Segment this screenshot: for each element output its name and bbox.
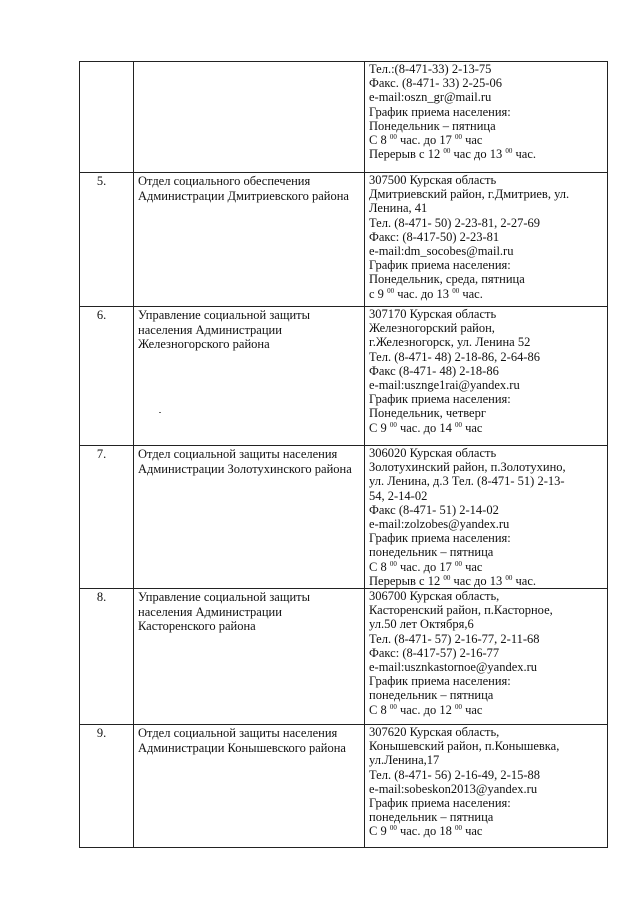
organization-cell — [134, 725, 365, 848]
time-minutes-superscript: 00 — [454, 824, 462, 833]
time-minutes-superscript: 00 — [389, 824, 397, 833]
table-row — [80, 307, 608, 446]
contact-text: Тел. (8-471- 48) 2-18-86, 2-64-86 — [369, 349, 540, 364]
contact-line — [365, 173, 607, 187]
contact-text: 54, 2-14-02 — [369, 488, 428, 503]
contact-line — [365, 321, 607, 335]
contact-text: График приема населения: — [369, 674, 511, 689]
contact-line — [365, 133, 607, 147]
time-minutes-superscript: 00 — [443, 147, 451, 156]
contact-text: час. до 13 — [394, 286, 453, 301]
contact-text: час — [461, 420, 483, 435]
contact-text: Золотухинский район, п.Золотухино, — [369, 460, 566, 475]
contact-line — [365, 90, 607, 104]
contact-line — [365, 244, 607, 258]
contact-info-cell — [365, 307, 608, 446]
contact-text: Перерыв с 12 — [369, 573, 444, 588]
contact-text: час. — [459, 286, 483, 301]
table-row — [80, 725, 608, 848]
contact-line — [365, 335, 607, 349]
time-minutes-superscript: 00 — [505, 147, 513, 156]
time-minutes-superscript: 00 — [454, 702, 462, 711]
contact-text: час. до 17 — [396, 559, 455, 574]
contact-line — [365, 119, 607, 133]
contact-text: понедельник – пятница — [369, 688, 494, 703]
contact-text: e-mail:dm_socobes@mail.ru — [369, 244, 514, 259]
row-number-cell — [80, 589, 134, 725]
organization-cell — [134, 307, 365, 446]
contact-info-cell — [365, 173, 608, 307]
table-row — [80, 589, 608, 725]
contact-line — [365, 824, 607, 838]
contact-line — [365, 105, 607, 119]
contact-text: e-mail:usznge1rai@yandex.ru — [369, 378, 520, 393]
contact-text: С 9 — [369, 824, 390, 839]
time-minutes-superscript: 00 — [387, 286, 395, 295]
contact-line — [365, 517, 607, 531]
contact-text: час — [461, 133, 483, 148]
time-minutes-superscript: 00 — [443, 573, 451, 582]
contact-line — [365, 660, 607, 674]
contact-text: Понедельник – пятница — [369, 118, 496, 133]
contact-text: Тел.:(8-471-33) 2-13-75 — [369, 62, 492, 76]
contact-text: График приема населения: — [369, 258, 511, 273]
contact-line — [365, 739, 607, 753]
contact-line — [365, 603, 607, 617]
contact-text: 307620 Курская область, — [369, 725, 500, 740]
contact-line — [365, 810, 607, 824]
contact-line — [365, 768, 607, 782]
contact-line — [365, 646, 607, 660]
row-number: 9. — [96, 726, 107, 741]
organization-cell — [134, 62, 365, 173]
contact-text: e-mail:sobeskon2013@yandex.ru — [369, 781, 538, 796]
contact-info-cell — [365, 725, 608, 848]
organization-name: Управление социальной защиты населения Администрации Железногорского района — [138, 308, 311, 351]
contact-text: График приема населения: — [369, 104, 511, 119]
contact-text: понедельник – пятница — [369, 810, 494, 825]
row-number-cell — [80, 446, 134, 589]
contact-text: e-mail:zolzobes@yandex.ru — [369, 517, 510, 532]
contact-text: Ленина, 41 — [369, 201, 428, 216]
contact-line — [365, 364, 607, 378]
contact-line — [365, 545, 607, 559]
contact-line — [365, 392, 607, 406]
contact-line — [365, 688, 607, 702]
contact-line — [365, 503, 607, 517]
contact-text: понедельник – пятница — [369, 545, 494, 560]
contact-text: Конышевский район, п.Конышевка, — [369, 739, 560, 754]
time-minutes-superscript: 00 — [389, 133, 397, 142]
table-body — [80, 62, 608, 848]
time-minutes-superscript: 00 — [505, 573, 513, 582]
contact-line — [365, 489, 607, 503]
contact-line — [365, 147, 607, 161]
contact-text: 306700 Курская область, — [369, 589, 500, 604]
contact-line — [365, 216, 607, 230]
time-minutes-superscript: 00 — [454, 420, 462, 429]
contact-text: ул.50 лет Октября,6 — [369, 617, 474, 632]
contact-text: Факс (8-471- 48) 2-18-86 — [369, 363, 499, 378]
contact-line — [365, 230, 607, 244]
contact-text: час до 13 — [450, 147, 506, 162]
contact-text: Железногорский район, — [369, 321, 495, 336]
contact-info-cell — [365, 446, 608, 589]
contact-text: 307170 Курская область — [369, 307, 497, 321]
contact-line — [365, 201, 607, 215]
contact-line — [365, 796, 607, 810]
contact-line — [365, 632, 607, 646]
contact-text: График приема населения: — [369, 392, 511, 407]
organization-cell — [134, 446, 365, 589]
contact-text: График приема населения: — [369, 531, 511, 546]
organization-name — [134, 62, 364, 63]
contact-text: час — [461, 702, 483, 717]
contact-line — [365, 307, 607, 321]
contact-text: С 8 — [369, 133, 390, 148]
contact-line — [365, 560, 607, 574]
contact-text: Факс (8-471- 51) 2-14-02 — [369, 502, 499, 517]
contact-line — [365, 782, 607, 796]
table-row — [80, 446, 608, 589]
time-minutes-superscript: 00 — [389, 702, 397, 711]
contact-line — [365, 272, 607, 286]
contact-line — [365, 474, 607, 488]
row-number — [80, 62, 133, 63]
contact-line — [365, 446, 607, 460]
contact-line — [365, 574, 607, 588]
contact-line — [365, 725, 607, 739]
contact-info-cell — [365, 62, 608, 173]
table-row — [80, 62, 608, 173]
contact-text: час. до 17 — [396, 133, 455, 148]
row-number: 8. — [96, 590, 107, 605]
contact-text: с 9 — [369, 286, 388, 301]
contact-text: 307500 Курская область — [369, 173, 497, 187]
contact-line — [365, 76, 607, 90]
contact-text: Перерыв с 12 — [369, 147, 444, 162]
contact-line — [365, 258, 607, 272]
contact-line — [365, 187, 607, 201]
contact-text: час. — [512, 573, 536, 588]
contact-line — [365, 378, 607, 392]
contact-text: e-mail:usznkastornoe@yandex.ru — [369, 660, 538, 675]
row-number: 7. — [96, 447, 107, 461]
contact-text: Факс: (8-417-50) 2-23-81 — [369, 229, 500, 244]
contact-line — [365, 531, 607, 545]
row-number-cell — [80, 173, 134, 307]
table-row — [80, 173, 608, 307]
contact-text: Тел. (8-471- 50) 2-23-81, 2-27-69 — [369, 215, 540, 230]
time-minutes-superscript: 00 — [452, 286, 460, 295]
contacts-table — [79, 61, 608, 848]
time-minutes-superscript: 00 — [389, 559, 397, 568]
contact-line — [365, 62, 607, 76]
contact-text: ул.Ленина,17 — [369, 753, 440, 768]
row-number: 5. — [96, 174, 107, 188]
contact-text: Факс. (8-471- 33) 2-25-06 — [369, 76, 502, 91]
organization-name: Управление социальной защиты населения Администрации Касторенского района — [138, 590, 311, 634]
time-minutes-superscript: 00 — [454, 559, 462, 568]
organization-name: Отдел социальной защиты населения Администрации Конышевского района — [138, 726, 346, 755]
contact-text: ул. Ленина, д.3 Тел. (8-471- 51) 2-13- — [369, 474, 565, 489]
contact-text: час — [461, 559, 483, 574]
organization-cell — [134, 173, 365, 307]
contact-text: Тел. (8-471- 56) 2-16-49, 2-15-88 — [369, 767, 540, 782]
contact-text: час. — [512, 147, 536, 162]
contact-text: час — [461, 824, 483, 839]
organization-name: Отдел социального обеспечения Администрации Дмитриевского района — [138, 174, 349, 203]
contact-text: час. до 18 — [396, 824, 455, 839]
contact-line — [365, 421, 607, 435]
row-number-cell — [80, 62, 134, 173]
time-minutes-superscript: 00 — [389, 420, 397, 429]
contact-text: Дмитриевский район, г.Дмитриев, ул. — [369, 187, 570, 202]
organization-cell — [134, 589, 365, 725]
contact-line — [365, 753, 607, 767]
contact-text: С 8 — [369, 702, 390, 717]
contact-line — [365, 406, 607, 420]
contact-text: Понедельник, четверг — [369, 406, 486, 421]
contact-info-cell — [365, 589, 608, 725]
scan-speck — [159, 412, 161, 413]
contact-text: г.Железногорск, ул. Ленина 52 — [369, 335, 531, 350]
contact-text: e-mail:oszn_gr@mail.ru — [369, 90, 492, 105]
contact-line — [365, 350, 607, 364]
contact-text: Тел. (8-471- 57) 2-16-77, 2-11-68 — [369, 631, 540, 646]
contact-line — [365, 287, 607, 301]
contact-line — [365, 589, 607, 603]
contact-text: С 9 — [369, 420, 390, 435]
contact-text: 306020 Курская область — [369, 446, 497, 460]
contact-text: С 8 — [369, 559, 390, 574]
contact-line — [365, 460, 607, 474]
contact-text: Понедельник, среда, пятница — [369, 272, 525, 287]
contact-line — [365, 617, 607, 631]
time-minutes-superscript: 00 — [454, 133, 462, 142]
contact-text: час. до 12 — [396, 702, 455, 717]
row-number-cell — [80, 725, 134, 848]
contact-text: Касторенский район, п.Касторное, — [369, 603, 553, 618]
row-number-cell — [80, 307, 134, 446]
contact-line — [365, 674, 607, 688]
contact-line — [365, 703, 607, 717]
row-number: 6. — [96, 308, 107, 322]
contact-text: График приема населения: — [369, 796, 511, 811]
organization-name: Отдел социальной защиты населения Администрации Золотухинского района — [138, 447, 352, 476]
contact-text: час. до 14 — [396, 420, 455, 435]
contact-text: Факс: (8-417-57) 2-16-77 — [369, 645, 500, 660]
contact-text: час до 13 — [450, 573, 506, 588]
